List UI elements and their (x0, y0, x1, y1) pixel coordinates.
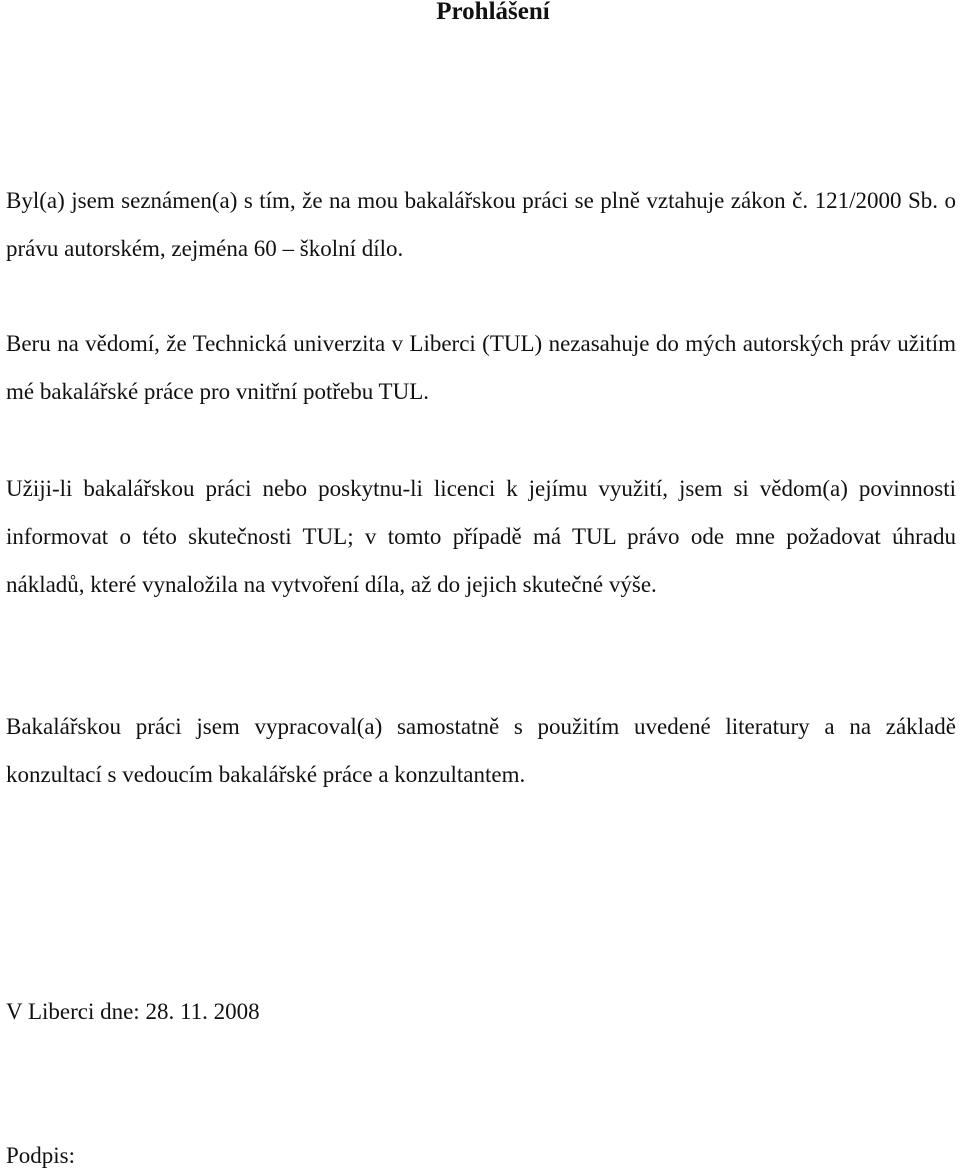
date-line: V Liberci dne: 28. 11. 2008 (6, 999, 260, 1024)
paragraph-independent-work: Bakalářskou práci jsem vypracoval(a) samostatně s použitím uvedené literatury a na základě konzultací s vedoucím bakalářské práce a konzultantem. (6, 714, 956, 787)
signature-label: Podpis: (6, 1143, 76, 1168)
paragraph-license-obligation: Užiji-li bakalářskou práci nebo poskytnu-li licenci k jejímu využití, jsem si vědom(a) povinnosti informovat o této skutečnosti TUL; v tomto případě má TUL právo ode mne požadovat úhradu nákladů, které vynaložila na vytvoření díla, až do jejich skutečné výše. (6, 476, 956, 597)
paragraph-copyright-law: Byl(a) jsem seznámen(a) s tím, že na mou bakalářskou práci se plně vztahuje zákon č. 121/2000 Sb. o právu autorském, zejména 60 – školní dílo. (6, 188, 956, 261)
paragraph-tul-rights: Beru na vědomí, že Technická univerzita v Liberci (TUL) nezasahuje do mých autorských práv užitím mé bakalářské práce pro vnitřní potřebu TUL. (6, 331, 956, 404)
page-title: Prohlášení (436, 0, 550, 25)
